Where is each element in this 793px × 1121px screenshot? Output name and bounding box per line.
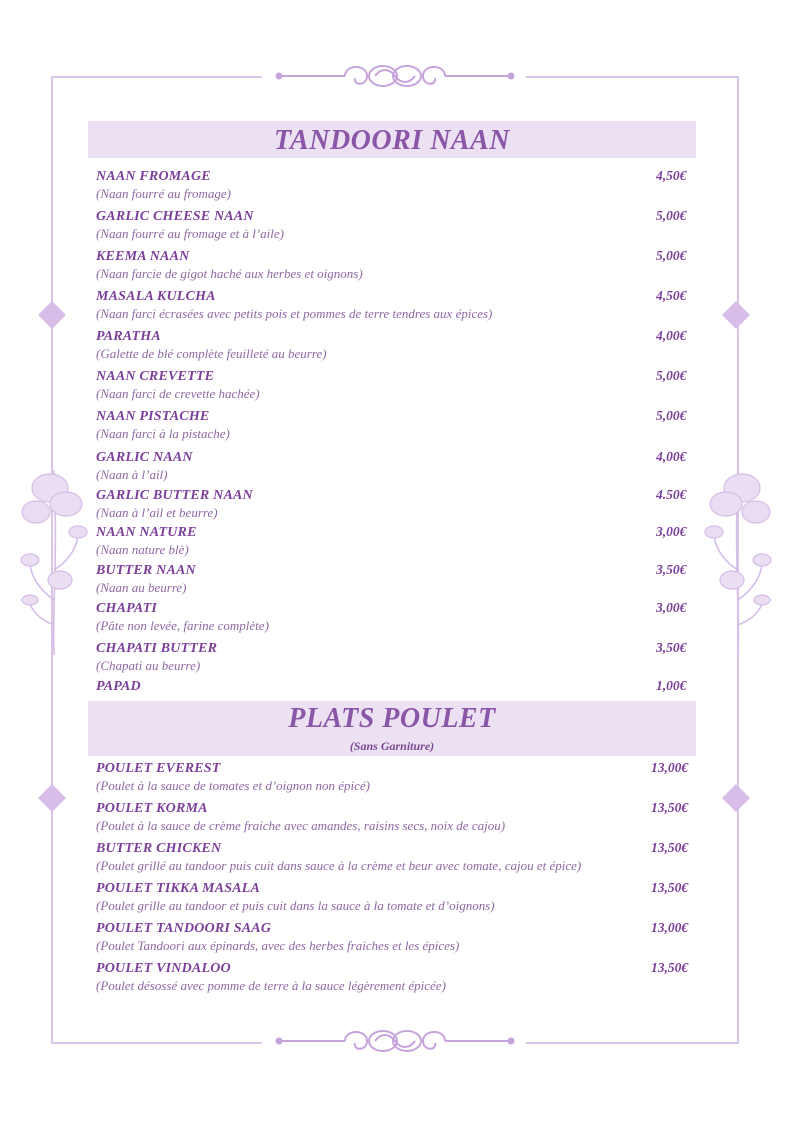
menu-item-description: (Naan farci écrasées avec petits pois et pommes de terre tendres aux épices) bbox=[96, 306, 493, 321]
menu-item bbox=[96, 248, 696, 282]
menu-item-name: GARLIC NAAN bbox=[96, 450, 193, 465]
menu-item bbox=[96, 487, 696, 521]
menu-item-description: (Naan farcie de gigot haché aux herbes et oignons) bbox=[96, 266, 363, 281]
menu-item-price: 5,00€ bbox=[656, 248, 687, 263]
menu-item bbox=[96, 880, 696, 914]
diamond-icon bbox=[37, 783, 67, 813]
menu-item-price: 4,50€ bbox=[656, 168, 687, 183]
menu-item-name: CHAPATI BUTTER bbox=[96, 641, 218, 656]
menu-item-name: POULET VINDALOO bbox=[96, 961, 231, 976]
section-header-poulet bbox=[88, 701, 696, 756]
menu-item-description: (Naan farci à la pistache) bbox=[96, 426, 230, 441]
menu-item bbox=[96, 208, 696, 242]
menu-item-name: BUTTER CHICKEN bbox=[96, 841, 222, 856]
menu-item-description: (Naan farci de crevette hachée) bbox=[96, 386, 260, 401]
menu-item-description: (Poulet Tandoori aux épinards, avec des herbes fraiches et les épices) bbox=[96, 938, 460, 953]
menu-item bbox=[96, 678, 696, 695]
section-header-naan bbox=[88, 121, 696, 158]
menu-item-description: (Naan au beurre) bbox=[96, 580, 187, 595]
menu-item bbox=[96, 562, 696, 596]
menu-item bbox=[96, 800, 696, 834]
menu-item-price: 3,00€ bbox=[656, 600, 687, 615]
menu-item-description: (Poulet à la sauce de crème fraiche avec amandes, raisins secs, noix de cajou) bbox=[96, 818, 506, 833]
menu-item-description: (Naan à l’ail et beurre) bbox=[96, 505, 218, 520]
menu-item-description: (Pâte non levée, farine complète) bbox=[96, 618, 269, 633]
menu-item-price: 13,00€ bbox=[651, 920, 689, 935]
menu-item-name: NAAN NATURE bbox=[96, 525, 197, 540]
menu-item-name: CHAPATI bbox=[96, 601, 158, 616]
menu-item-description: (Poulet grillé au tandoor puis cuit dans sauce à la crème et beur avec tomate, cajou et épice) bbox=[96, 858, 582, 873]
section-title: PLATS POULET bbox=[288, 703, 496, 734]
diamond-icon bbox=[721, 783, 751, 813]
menu-item bbox=[96, 960, 696, 994]
flourish-ornament-icon bbox=[275, 60, 515, 92]
menu-item bbox=[96, 600, 696, 634]
diamond-icon bbox=[721, 300, 751, 330]
menu-item-description: (Poulet à la sauce de tomates et d’oignon non épicé) bbox=[96, 778, 371, 793]
diamond-icon bbox=[37, 300, 67, 330]
menu-item-price: 5,00€ bbox=[656, 368, 687, 383]
menu-item-description: (Naan fourré au fromage et à l’aile) bbox=[96, 226, 284, 241]
menu-item-description: (Naan fourré au fromage) bbox=[96, 186, 231, 201]
menu-item-description: (Chapati au beurre) bbox=[96, 658, 201, 673]
menu-item-price: 13,00€ bbox=[651, 760, 689, 775]
menu-item-name: GARLIC BUTTER NAAN bbox=[96, 488, 253, 503]
menu-item bbox=[96, 408, 696, 442]
menu-item-description: (Naan nature blè) bbox=[96, 542, 189, 557]
menu-item-description: (Poulet grille au tandoor et puis cuit dans la sauce à la tomate et d’oignons) bbox=[96, 898, 495, 913]
menu-item bbox=[96, 449, 696, 483]
menu-item-name: NAAN PISTACHE bbox=[96, 409, 210, 424]
menu-item bbox=[96, 524, 696, 558]
menu-item-name: MASALA KULCHA bbox=[96, 289, 216, 304]
flower-branch-icon bbox=[698, 450, 778, 660]
menu-item bbox=[96, 168, 696, 202]
menu-item-name: BUTTER NAAN bbox=[96, 563, 196, 578]
menu-item-price: 3,50€ bbox=[656, 640, 687, 655]
menu-item-price: 13,50€ bbox=[651, 800, 689, 815]
menu-item-price: 13,50€ bbox=[651, 880, 689, 895]
menu-item bbox=[96, 328, 696, 362]
menu-item-name: NAAN FROMAGE bbox=[96, 169, 211, 184]
flourish-ornament-icon bbox=[275, 1025, 515, 1057]
menu-item-price: 4.50€ bbox=[656, 487, 687, 502]
menu-item-name: PARATHA bbox=[96, 329, 161, 344]
menu-item-price: 5,00€ bbox=[656, 208, 687, 223]
menu-item-price: 4,00€ bbox=[656, 449, 687, 464]
menu-item bbox=[96, 288, 696, 322]
menu-item-price: 1,00€ bbox=[656, 678, 687, 693]
menu-item-description: (Naan à l’ail) bbox=[96, 467, 168, 482]
menu-item-name: GARLIC CHEESE NAAN bbox=[96, 209, 254, 224]
section-subtitle: (Sans Garniture) bbox=[349, 739, 435, 753]
menu-item-name: NAAN CREVETTE bbox=[96, 369, 215, 384]
menu-item-description: (Poulet désossé avec pomme de terre à la sauce légèrement épicée) bbox=[96, 978, 446, 993]
menu-item-price: 3,00€ bbox=[656, 524, 687, 539]
menu-item-price: 13,50€ bbox=[651, 960, 689, 975]
section-title: TANDOORI NAAN bbox=[274, 125, 510, 156]
menu-item-name: PAPAD bbox=[96, 679, 141, 694]
menu-item-price: 13,50€ bbox=[651, 840, 689, 855]
menu-item-price: 4,00€ bbox=[656, 328, 687, 343]
menu-item-name: POULET EVEREST bbox=[96, 761, 221, 776]
menu-item bbox=[96, 368, 696, 402]
menu-item-price: 4,50€ bbox=[656, 288, 687, 303]
menu-item-name: POULET TANDOORI SAAG bbox=[96, 921, 272, 936]
menu-item-name: POULET TIKKA MASALA bbox=[96, 881, 261, 896]
menu-item bbox=[96, 640, 696, 674]
menu-item bbox=[96, 840, 696, 874]
menu-item-price: 5,00€ bbox=[656, 408, 687, 423]
menu-item-name: POULET KORMA bbox=[96, 801, 208, 816]
menu-item bbox=[96, 920, 696, 954]
flower-branch-icon bbox=[14, 450, 94, 660]
menu-item-name: KEEMA NAAN bbox=[96, 249, 190, 264]
menu-item-description: (Galette de blé complète feuilleté au beurre) bbox=[96, 346, 327, 361]
menu-item bbox=[96, 760, 696, 794]
menu-item-price: 3,50€ bbox=[656, 562, 687, 577]
